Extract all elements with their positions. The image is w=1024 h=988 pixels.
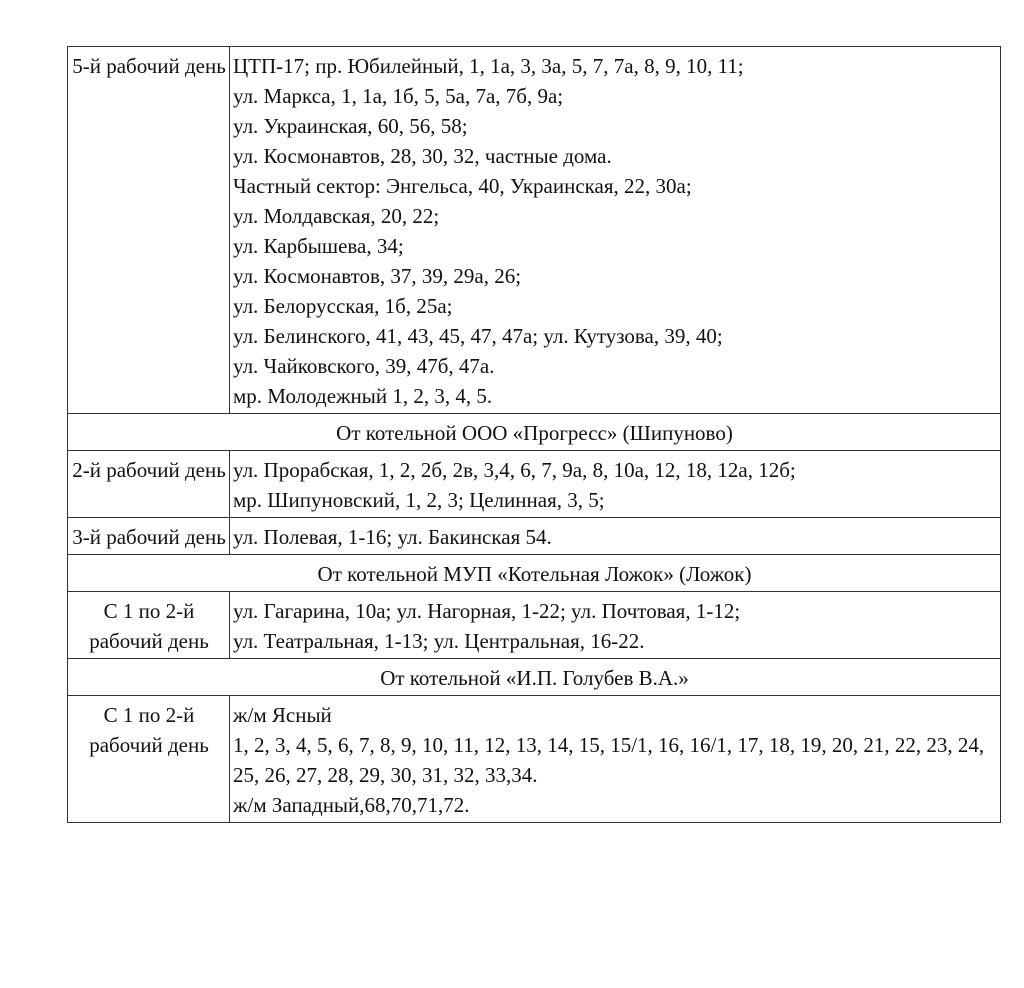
address-line: мр. Молодежный 1, 2, 3, 4, 5. (233, 384, 493, 408)
address-line: ул. Космонавтов, 37, 39, 29а, 26; (233, 264, 522, 288)
working-day-cell: 3-й рабочий день (68, 518, 230, 555)
working-day-cell: 5-й рабочий день (68, 47, 230, 414)
address-cell (230, 518, 1001, 555)
address-cell (230, 451, 1001, 518)
section-title: От котельной МУП «Котельная Ложок» (Ложок) (68, 555, 1001, 592)
section-header-row (68, 414, 1001, 451)
address-line: ул. Гагарина, 10а; ул. Нагорная, 1-22; ул. Почтовая, 1-12; (233, 599, 741, 623)
working-day-cell: 2-й рабочий день (68, 451, 230, 518)
address-line: ул. Чайковского, 39, 47б, 47а. (233, 354, 495, 378)
working-day-cell: С 1 по 2-й рабочий день (68, 696, 230, 823)
address-line: мр. Шипуновский, 1, 2, 3; Целинная, 3, 5; (233, 488, 605, 512)
address-cell (230, 696, 1001, 823)
working-day-cell: С 1 по 2-й рабочий день (68, 592, 230, 659)
table-body (68, 47, 1001, 823)
address-line: ЦТП-17; пр. Юбилейный, 1, 1а, 3, 3а, 5, 7, 7а, 8, 9, 10, 11; (233, 54, 744, 78)
schedule-row (68, 451, 1001, 518)
address-cell (230, 592, 1001, 659)
section-title: От котельной «И.П. Голубев В.А.» (68, 659, 1001, 696)
section-title: От котельной ООО «Прогресс» (Шипуново) (68, 414, 1001, 451)
section-header-row (68, 659, 1001, 696)
address-line: ул. Маркса, 1, 1а, 1б, 5, 5а, 7а, 7б, 9а; (233, 84, 564, 108)
address-line: ул. Белорусская, 1б, 25а; (233, 294, 453, 318)
address-line: ул. Белинского, 41, 43, 45, 47, 47а; ул. Кутузова, 39, 40; (233, 324, 723, 348)
schedule-row (68, 592, 1001, 659)
address-line: ул. Молдавская, 20, 22; (233, 204, 440, 228)
heating-schedule-table (67, 46, 1001, 823)
address-line: ул. Украинская, 60, 56, 58; (233, 114, 468, 138)
address-line: ж/м Ясный (233, 703, 332, 727)
address-cell (230, 47, 1001, 414)
address-line: ул. Театральная, 1-13; ул. Центральная, 16-22. (233, 629, 645, 653)
address-line: ул. Полевая, 1-16; ул. Бакинская 54. (233, 525, 552, 549)
address-line: 1, 2, 3, 4, 5, 6, 7, 8, 9, 10, 11, 12, 13, 14, 15, 15/1, 16, 16/1, 17, 18, 19, 20, 21, 22, 23, 24, 25, 26, 27, 28, 29, 30, 31, 32, 33,34. (233, 733, 985, 787)
address-line: ул. Космонавтов, 28, 30, 32, частные дома. (233, 144, 612, 168)
address-line: Частный сектор: Энгельса, 40, Украинская, 22, 30а; (233, 174, 692, 198)
section-header-row (68, 555, 1001, 592)
schedule-row (68, 696, 1001, 823)
address-line: ул. Прорабская, 1, 2, 2б, 2в, 3,4, 6, 7, 9а, 8, 10а, 12, 18, 12а, 12б; (233, 458, 796, 482)
schedule-row (68, 518, 1001, 555)
address-line: ул. Карбышева, 34; (233, 234, 404, 258)
schedule-row (68, 47, 1001, 414)
address-line: ж/м Западный,68,70,71,72. (233, 793, 470, 817)
